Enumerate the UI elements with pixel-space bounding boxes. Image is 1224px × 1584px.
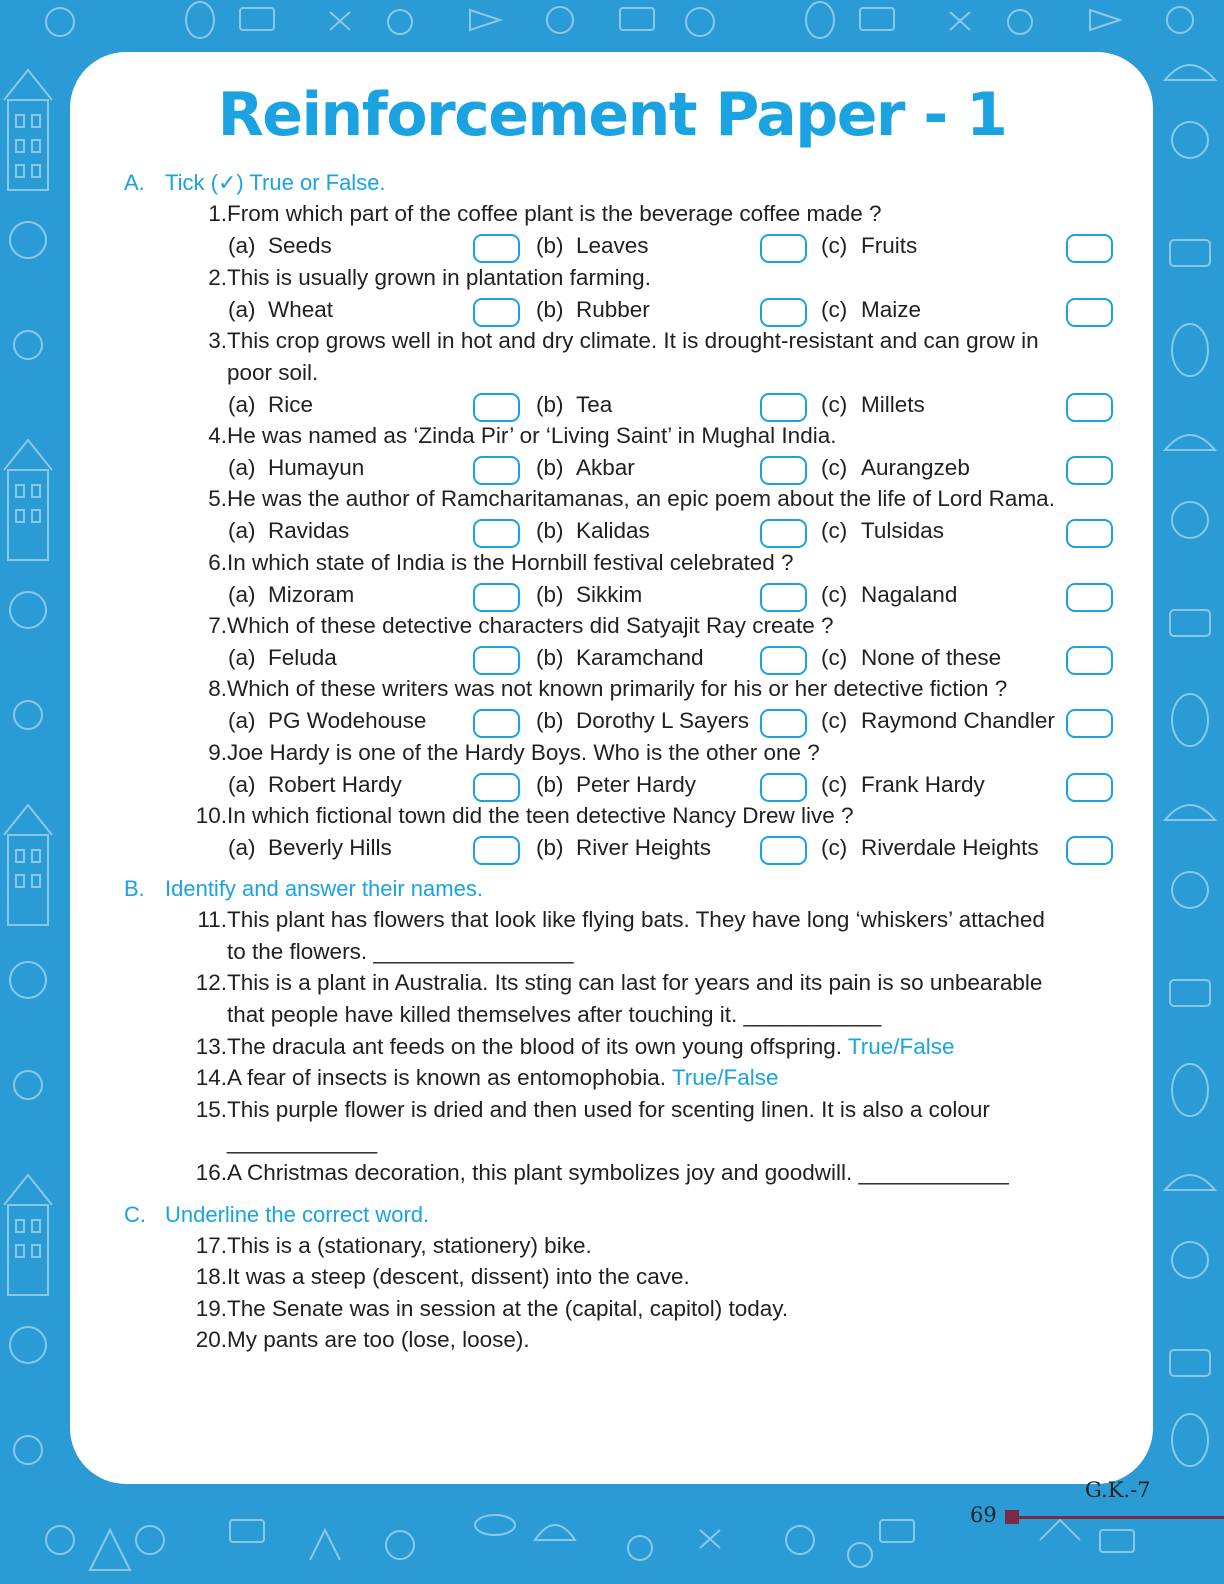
question-number: 4. (208, 423, 227, 448)
tick-box[interactable] (473, 709, 520, 738)
option-label: Tea (576, 392, 613, 417)
question-number: 16. (195, 1160, 227, 1185)
question-number: 9. (208, 740, 227, 765)
option-b (536, 391, 612, 419)
section-c-heading (124, 1202, 429, 1228)
question-number: 10. (195, 803, 227, 828)
question-number: 1. (208, 201, 227, 226)
option-a (228, 232, 332, 260)
question-number: 2. (208, 265, 227, 290)
option-letter: (a) (228, 835, 256, 860)
option-letter: (c) (821, 645, 848, 670)
option-c (821, 296, 921, 324)
true-false-choice[interactable]: True/False (671, 1065, 779, 1090)
option-label: Frank Hardy (861, 772, 985, 797)
question-number: 5. (208, 486, 227, 511)
option-label: Riverdale Heights (861, 835, 1039, 860)
option-c (821, 834, 1039, 862)
question-text: that people have killed themselves after touching it. ___________ (227, 1002, 882, 1027)
option-a (228, 644, 337, 672)
option-b (536, 771, 696, 799)
option-label: Dorothy L Sayers (576, 708, 749, 733)
option-label: PG Wodehouse (268, 708, 427, 733)
option-a (228, 581, 354, 609)
tick-box[interactable] (1066, 519, 1113, 548)
option-letter: (a) (228, 772, 256, 797)
option-label: Raymond Chandler (861, 708, 1055, 733)
option-label: Seeds (268, 233, 332, 258)
option-b (536, 707, 749, 735)
option-letter: (c) (821, 518, 848, 543)
option-letter: (b) (536, 518, 564, 543)
option-label: Maize (861, 297, 922, 322)
option-b (536, 517, 650, 545)
option-label: Rubber (576, 297, 650, 322)
option-label: Sikkim (576, 582, 643, 607)
page-number: 69 (970, 1503, 997, 1527)
question-text[interactable]: This is a (stationary, stationery) bike. (227, 1233, 592, 1258)
tick-box[interactable] (1066, 298, 1113, 327)
question-text: He was the author of Ramcharitamanas, an epic poem about the life of Lord Rama. (227, 486, 1055, 511)
option-label: Robert Hardy (268, 772, 402, 797)
question-text: A Christmas decoration, this plant symbolizes joy and goodwill. ____________ (227, 1160, 1009, 1185)
option-b (536, 454, 635, 482)
option-a (228, 707, 426, 735)
tick-box[interactable] (1066, 709, 1113, 738)
option-b (536, 834, 711, 862)
tick-box[interactable] (473, 836, 520, 865)
question-number: 12. (195, 970, 227, 995)
option-letter: (b) (536, 455, 564, 480)
question-text: Which of these writers was not known primarily for his or her detective fiction ? (227, 676, 1008, 701)
option-letter: (b) (536, 708, 564, 733)
option-label: Tulsidas (861, 518, 944, 543)
option-letter: (a) (228, 297, 256, 322)
option-letter: (c) (821, 392, 848, 417)
option-b (536, 296, 650, 324)
option-b (536, 232, 649, 260)
option-letter: (c) (821, 708, 848, 733)
option-c (821, 707, 1055, 735)
question-number: 6. (208, 550, 227, 575)
option-letter: (b) (536, 645, 564, 670)
question-text: Joe Hardy is one of the Hardy Boys. Who is the other one ? (227, 740, 820, 765)
option-letter: (a) (228, 708, 256, 733)
question-number: 20. (195, 1327, 227, 1352)
tick-box[interactable] (473, 519, 520, 548)
option-c (821, 644, 1001, 672)
tick-box[interactable] (760, 709, 807, 738)
question-text: This plant has flowers that look like flying bats. They have long ‘whiskers’ attached (227, 907, 1045, 932)
question-number: 11. (197, 907, 227, 932)
question-text: This is usually grown in plantation farming. (227, 265, 651, 290)
tick-box[interactable] (473, 773, 520, 802)
house-icon (4, 1175, 52, 1295)
tick-box[interactable] (760, 456, 807, 485)
option-a (228, 517, 349, 545)
question-number: 19. (195, 1296, 227, 1321)
question-text: Which of these detective characters did Satyajit Ray create ? (227, 613, 834, 638)
question-text: A fear of insects is known as entomophobia. (227, 1065, 672, 1090)
true-false-choice[interactable]: True/False (847, 1034, 955, 1059)
option-label: Wheat (268, 297, 334, 322)
option-letter: (c) (821, 835, 848, 860)
house-icon (4, 805, 52, 925)
question-number: 15. (195, 1097, 227, 1122)
question-number: 8. (208, 676, 227, 701)
question-number: 3. (208, 328, 227, 353)
tick-box[interactable] (760, 836, 807, 865)
option-label: Mizoram (268, 582, 355, 607)
question-text: This purple flower is dried and then used for scenting linen. It is also a colour (227, 1097, 990, 1122)
tick-box[interactable] (1066, 773, 1113, 802)
question-text: He was named as ‘Zinda Pir’ or ‘Living Saint’ in Mughal India. (227, 423, 837, 448)
tick-box[interactable] (473, 234, 520, 263)
option-label: Aurangzeb (861, 455, 970, 480)
option-letter: (c) (821, 772, 848, 797)
option-b (536, 581, 642, 609)
option-label: Rice (268, 392, 314, 417)
section-instruction: Underline the correct word. (165, 1202, 430, 1227)
option-c (821, 517, 944, 545)
option-b (536, 644, 704, 672)
page-title: Reinforcement Paper - 1 (217, 80, 1007, 150)
section-letter: C. (124, 1202, 146, 1227)
house-icon (4, 440, 52, 560)
question-text[interactable]: It was a steep (descent, dissent) into the cave. (227, 1264, 690, 1289)
option-letter: (a) (228, 392, 256, 417)
tick-box[interactable] (1066, 836, 1113, 865)
option-c (821, 581, 957, 609)
question-text: In which state of India is the Hornbill festival celebrated ? (227, 550, 794, 575)
option-label: Akbar (576, 455, 635, 480)
option-letter: (b) (536, 582, 564, 607)
option-a (228, 296, 333, 324)
tick-box[interactable] (1066, 234, 1113, 263)
section-instruction: Identify and answer their names. (165, 876, 483, 901)
option-letter: (c) (821, 455, 848, 480)
book-code: G.K.-7 (1085, 1478, 1151, 1502)
question-number: 7. (208, 613, 227, 638)
option-letter: (b) (536, 392, 564, 417)
section-a-heading (124, 170, 386, 196)
tick-box[interactable] (473, 393, 520, 422)
tick-box[interactable] (760, 646, 807, 675)
option-letter: (a) (228, 455, 256, 480)
tick-box[interactable] (760, 773, 807, 802)
question-text[interactable]: The Senate was in session at the (capital, capitol) today. (227, 1296, 789, 1321)
question-text: In which fictional town did the teen detective Nancy Drew live ? (227, 803, 854, 828)
tick-box[interactable] (1066, 646, 1113, 675)
option-letter: (b) (536, 772, 564, 797)
question-text[interactable]: My pants are too (lose, loose). (227, 1327, 530, 1352)
option-label: Peter Hardy (576, 772, 697, 797)
option-letter: (a) (228, 233, 256, 258)
option-letter: (a) (228, 582, 256, 607)
section-letter: B. (124, 876, 145, 901)
option-letter: (a) (228, 518, 256, 543)
option-letter: (a) (228, 645, 256, 670)
option-letter: (c) (821, 233, 848, 258)
option-label: Karamchand (576, 645, 704, 670)
question-text: poor soil. (227, 360, 319, 385)
option-c (821, 232, 917, 260)
tick-box[interactable] (1066, 583, 1113, 612)
tick-box[interactable] (1066, 456, 1113, 485)
option-a (228, 771, 402, 799)
option-label: Fruits (861, 233, 918, 258)
tick-box[interactable] (473, 456, 520, 485)
option-a (228, 834, 392, 862)
tick-box[interactable] (760, 583, 807, 612)
tick-box[interactable] (760, 519, 807, 548)
section-instruction: Tick (✓) True or False. (165, 170, 386, 195)
option-label: Millets (861, 392, 925, 417)
option-label: Nagaland (861, 582, 958, 607)
question-text: From which part of the coffee plant is the beverage coffee made ? (227, 201, 882, 226)
question-text: This crop grows well in hot and dry climate. It is drought-resistant and can grow in (227, 328, 1039, 353)
answer-blank[interactable]: ____________ (227, 1129, 378, 1154)
option-letter: (c) (821, 297, 848, 322)
option-label: River Heights (576, 835, 712, 860)
tick-box[interactable] (760, 298, 807, 327)
option-label: Humayun (268, 455, 365, 480)
option-letter: (b) (536, 297, 564, 322)
question-number: 14. (195, 1065, 227, 1090)
tick-box[interactable] (760, 393, 807, 422)
page-rule (1005, 1516, 1224, 1519)
option-label: Ravidas (268, 518, 350, 543)
question-number: 17. (195, 1233, 227, 1258)
option-a (228, 391, 313, 419)
tick-box[interactable] (473, 646, 520, 675)
section-b-heading (124, 876, 483, 902)
option-label: Kalidas (576, 518, 650, 543)
option-label: Leaves (576, 233, 649, 258)
option-c (821, 391, 925, 419)
option-letter: (b) (536, 835, 564, 860)
option-label: Beverly Hills (268, 835, 392, 860)
option-label: None of these (861, 645, 1002, 670)
tick-box[interactable] (760, 234, 807, 263)
tick-box[interactable] (473, 583, 520, 612)
question-text: The dracula ant feeds on the blood of its own young offspring. (227, 1034, 848, 1059)
question-number: 13. (195, 1034, 227, 1059)
option-a (228, 454, 364, 482)
option-c (821, 771, 985, 799)
question-number: 18. (195, 1264, 227, 1289)
option-letter: (c) (821, 582, 848, 607)
option-letter: (b) (536, 233, 564, 258)
question-text: This is a plant in Australia. Its sting can last for years and its pain is so unbearable (227, 970, 1043, 995)
tick-box[interactable] (1066, 393, 1113, 422)
option-c (821, 454, 970, 482)
option-label: Feluda (268, 645, 337, 670)
tick-box[interactable] (473, 298, 520, 327)
question-text: to the flowers. ________________ (227, 939, 574, 964)
section-letter: A. (124, 170, 145, 195)
